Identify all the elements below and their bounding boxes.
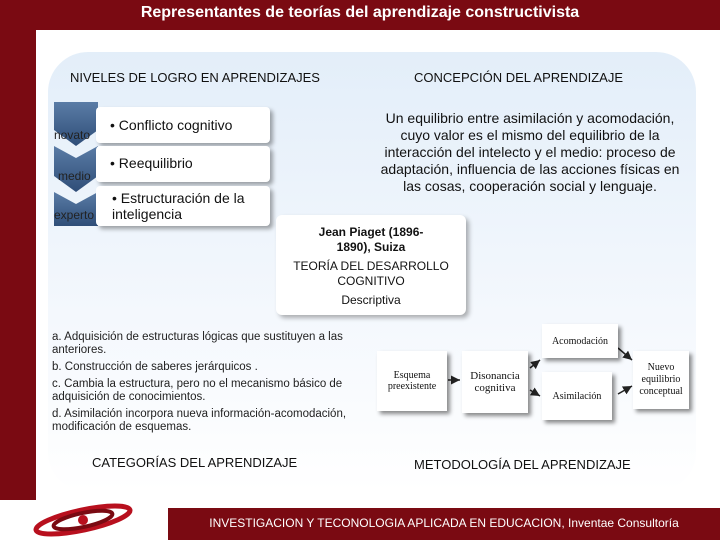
- level-text: • Conflicto cognitivo: [110, 117, 233, 133]
- theory-type: Descriptiva: [341, 293, 401, 307]
- arrow-down-right-icon: [618, 348, 632, 360]
- arrow-down-right-icon: [530, 390, 540, 396]
- arrow-up-right-icon: [530, 360, 540, 368]
- footer-bar: INVESTIGACION Y TECONOLOGIA APLICADA EN EDUCACION, Inventae Consultoría: [168, 508, 720, 540]
- level-label-medio: medio: [58, 169, 91, 183]
- concept-text: Un equilibrio entre asimilación y acomodación, cuyo valor es el mismo del equilibrio de la interacción del intelecto y el medio: proceso de adaptación, influencia de las acciones físicas en las cosas, cooperación social y lenguaje.: [380, 110, 680, 194]
- category-item: a. Adquisición de estructuras lógicas que sustituyen a las anteriores.: [52, 331, 343, 356]
- theory-card: [276, 215, 466, 315]
- method-disonancia: Disonancia cognitiva: [462, 351, 528, 413]
- categories-list: [52, 331, 368, 438]
- methodology-header: METODOLOGÍA DEL APRENDIZAJE: [414, 457, 631, 472]
- concept-header: CONCEPCIÓN DEL APRENDIZAJE: [414, 70, 624, 85]
- company-logo-icon: [28, 503, 138, 537]
- category-item: b. Construcción de saberes jerárquicos .: [52, 361, 258, 373]
- level-box-reequilibrio: [96, 146, 270, 182]
- arrow-up-right-icon: [618, 386, 632, 394]
- method-acomodacion: Acomodación: [542, 324, 618, 358]
- level-label-experto: experto: [54, 208, 95, 222]
- level-text: • Estructuración de la inteligencia: [112, 190, 245, 222]
- categories-header: CATEGORÍAS DEL APRENDIZAJE: [92, 455, 298, 470]
- level-box-conflicto: [96, 107, 270, 143]
- theory-name: TEORÍA DEL DESARROLLO COGNITIVO: [293, 259, 449, 288]
- category-item: d. Asimilación incorpora nueva información-acomodación, modificación de esquemas.: [52, 408, 347, 433]
- method-asimilacion: Asimilación: [542, 372, 612, 420]
- level-label-novato: novato: [54, 128, 91, 142]
- levels-header: NIVELES DE LOGRO EN APRENDIZAJES: [70, 70, 320, 85]
- slide-title: Representantes de teorías del aprendizaje constructivista: [140, 4, 580, 21]
- level-box-estructuracion: [96, 186, 270, 226]
- method-nuevo: Nuevo equilibrio conceptual: [633, 351, 689, 409]
- method-esquema: Esquema preexistente: [377, 351, 447, 411]
- level-text: • Reequilibrio: [110, 155, 193, 171]
- author-name: Jean Piaget (1896-1890), Suiza: [318, 225, 424, 254]
- category-item: c. Cambia la estructura, pero no el mecanismo básico de adquisición de conocimientos.: [52, 378, 343, 403]
